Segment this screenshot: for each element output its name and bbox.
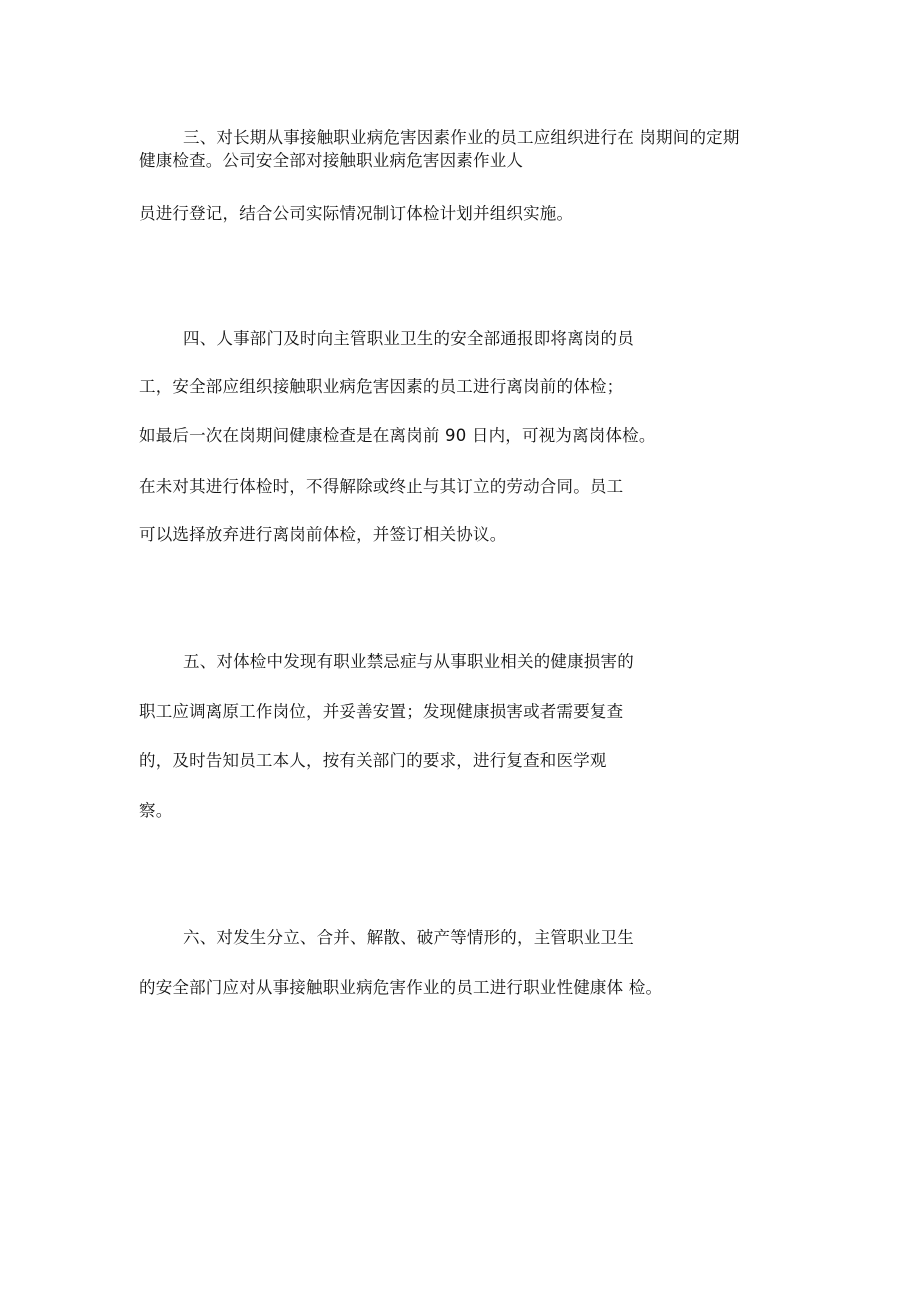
section-five-line-2: 职工应调离原工作岗位，并妥善安置；发现健康损害或者需要复查	[139, 702, 624, 721]
section-six-line-1: 六、对发生分立、合并、解散、破产等情形的，主管职业卫生	[183, 928, 634, 947]
section-five-line-1: 五、对体检中发现有职业禁忌症与从事职业相关的健康损害的	[183, 652, 634, 671]
section-five-line-4: 察。	[139, 801, 173, 820]
section-four-line-2: 工，安全部应组织接触职业病危害因素的员工进行离岗前的体检；	[139, 377, 624, 396]
section-four-line-4: 在未对其进行体检时，不得解除或终止与其订立的劳动合同。员工	[139, 477, 624, 496]
section-four-line-3: 如最后一次在岗期间健康检查是在离岗前 90 日内，可视为离岗体检。	[139, 426, 656, 445]
section-three-line-1: 三、对长期从事接触职业病危害因素作业的员工应组织进行在 岗期间的定期	[183, 128, 740, 147]
section-five-line-3: 的，及时告知员工本人，按有关部门的要求，进行复查和医学观	[139, 751, 607, 770]
section-four-line-5: 可以选择放弃进行离岗前体检，并签订相关协议。	[139, 525, 507, 544]
section-three-line-3: 员进行登记，结合公司实际情况制订体检计划并组织实施。	[139, 204, 574, 223]
section-three-line-2: 健康检查。公司安全部对接触职业病危害因素作业人	[139, 151, 524, 170]
section-six-line-2: 的安全部门应对从事接触职业病危害作业的员工进行职业性健康体 检。	[139, 978, 663, 997]
section-four-line-1: 四、人事部门及时向主管职业卫生的安全部通报即将离岗的员	[183, 329, 634, 348]
